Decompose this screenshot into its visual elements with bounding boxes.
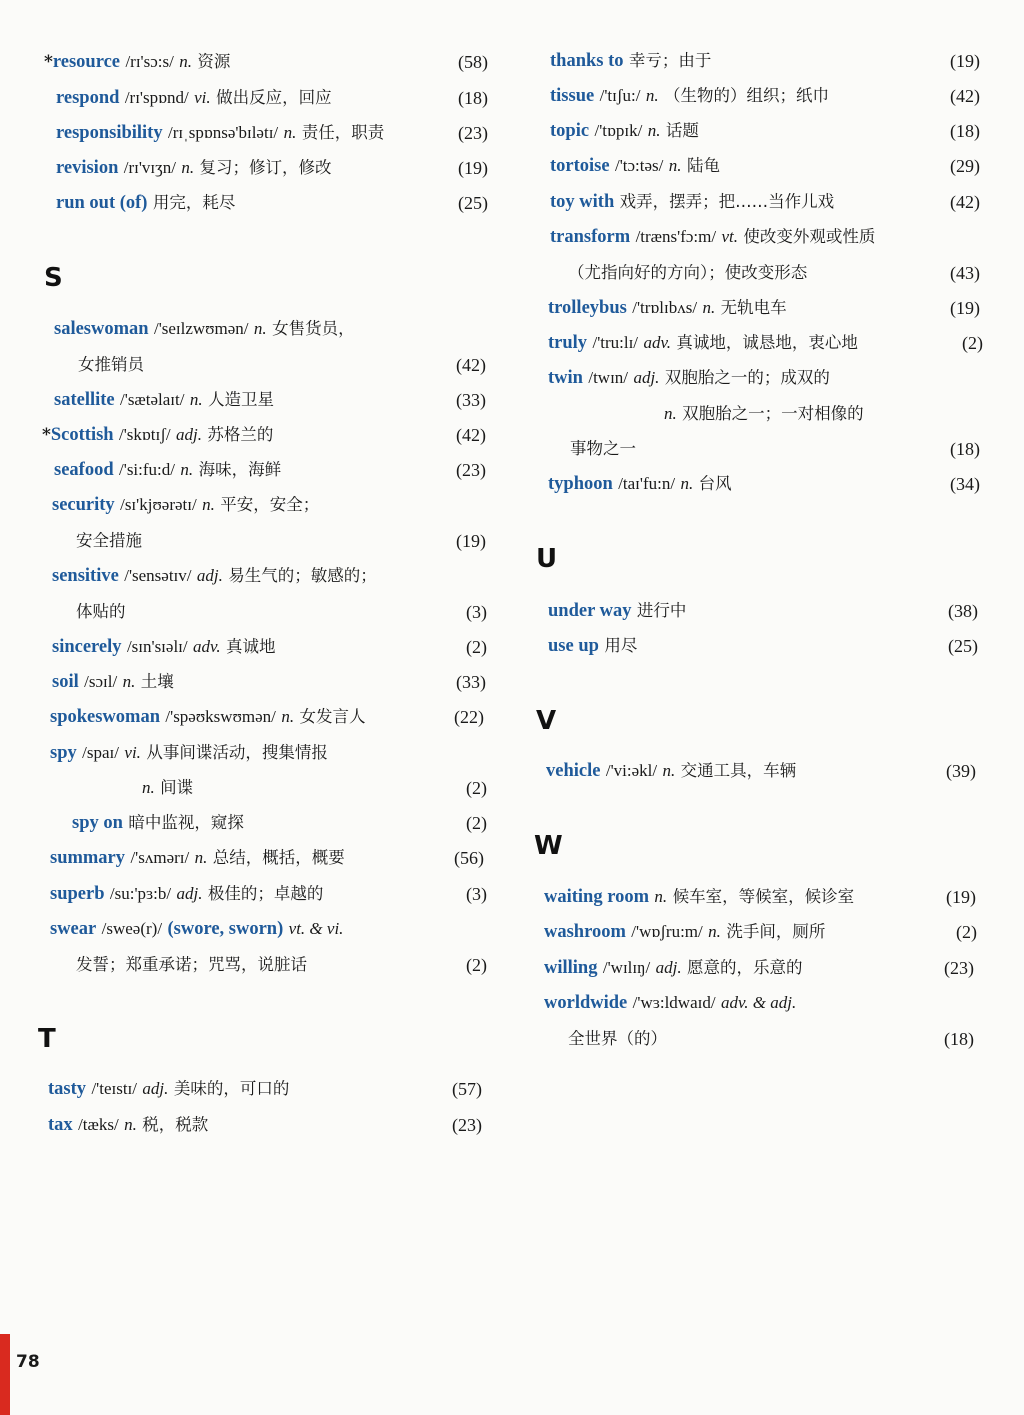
phonetic: /'trɒlɪbʌs/: [632, 298, 698, 317]
definition: 台风: [698, 474, 732, 493]
definition: 真诚地，诚恳地，衷心地: [676, 333, 858, 352]
unit-number: (2): [466, 637, 487, 657]
phonetic: /sɪ'kjʊərətɪ/: [120, 495, 197, 514]
part-of-speech: n.: [680, 474, 694, 493]
unit-number: (34): [950, 474, 980, 494]
part-of-speech: n.: [180, 460, 194, 479]
definition: 交通工具，车辆: [680, 761, 797, 780]
part-of-speech: n.: [253, 319, 267, 338]
unit-number: (3): [466, 884, 487, 904]
unit-number: (29): [950, 156, 980, 176]
phonetic: /træns'fɔ:m/: [635, 227, 717, 246]
entry-summary: [50, 847, 345, 869]
headword: tortoise: [550, 156, 610, 176]
entry-truly: [548, 332, 858, 354]
unit-number: (38): [948, 601, 978, 621]
part-of-speech: n.: [283, 123, 297, 142]
definition: 土壤: [140, 672, 174, 691]
definition: （生物的）组织；纸巾: [664, 86, 830, 105]
phonetic: /sɔɪl/: [84, 672, 118, 691]
phonetic: /'wɪlɪŋ/: [602, 958, 651, 977]
definition-continued: 事物之一: [570, 439, 636, 458]
entry-resource: [44, 51, 230, 73]
headword: tissue: [550, 86, 595, 106]
phonetic: /rɪ'spɒnd/: [124, 88, 189, 107]
unit-number: (23): [456, 460, 486, 480]
entry-waiting-room: [544, 886, 854, 908]
entry-tortoise: [550, 155, 720, 177]
unit-number: (22): [454, 707, 484, 727]
part-of-speech: adj.: [176, 425, 203, 444]
part-of-speech: n.: [645, 86, 659, 105]
part-of-speech: vi.: [194, 88, 211, 107]
headword: resource: [52, 52, 121, 72]
headword: run out (of): [56, 193, 148, 213]
unit-number: (42): [456, 425, 486, 445]
phonetic: /'si:fu:d/: [119, 460, 175, 479]
definition: 总结，概括，概要: [212, 848, 345, 867]
section-letter-w: W: [534, 831, 563, 861]
headword: trolleybus: [548, 298, 627, 318]
definition: 洗手间，厕所: [726, 922, 826, 941]
part-of-speech: vi.: [124, 743, 141, 762]
definition: 候车室，等候室，候诊室: [672, 887, 855, 906]
headword: summary: [50, 848, 126, 868]
entry-satellite: [54, 389, 274, 411]
unit-number: (58): [458, 52, 488, 72]
definition: 话题: [665, 121, 699, 140]
phonetic: /sɪn'sɪəlɪ/: [126, 637, 188, 656]
unit-number: (56): [454, 848, 484, 868]
headword: twin: [548, 368, 583, 388]
entry-under-way: [548, 600, 686, 622]
definition: 复习；修订，修改: [199, 158, 332, 177]
definition: 幸亏；由于: [628, 51, 712, 70]
entry-willing: [544, 957, 803, 979]
unit-number: (23): [944, 958, 974, 978]
headword: responsibility: [56, 123, 163, 143]
entry-tissue: [550, 85, 829, 107]
definition: 双胞胎之一的；成双的: [664, 368, 830, 387]
phonetic: /'sætəlaɪt/: [120, 390, 185, 409]
phonetic: /'vi:əkl/: [605, 761, 658, 780]
phonetic: /su:'pɜ:b/: [109, 884, 172, 903]
headword: under way: [548, 601, 632, 621]
part-of-speech: n.: [194, 848, 208, 867]
unit-number: (19): [456, 531, 486, 551]
entry-twin-noun: [664, 403, 864, 425]
headword: washroom: [544, 922, 626, 942]
headword: truly: [548, 333, 588, 353]
verb-forms: (swore, sworn): [167, 919, 284, 939]
entry-spy-on: [72, 812, 244, 834]
phonetic: /'tɒpɪk/: [594, 121, 643, 140]
headword: respond: [56, 88, 120, 108]
part-of-speech: n.: [142, 778, 155, 797]
entry-swear: [50, 918, 343, 940]
definition: 用完，耗尽: [152, 193, 236, 212]
headword: spy on: [72, 813, 123, 833]
headword: willing: [544, 958, 598, 978]
unit-number: (33): [456, 672, 486, 692]
headword: superb: [50, 884, 105, 904]
definition: 苏格兰的: [207, 425, 274, 444]
definition: 双胞胎之一；一对相像的: [682, 404, 864, 423]
headword: seafood: [54, 460, 114, 480]
definition: 资源: [197, 52, 231, 71]
entry-toy-with: [550, 191, 834, 213]
unit-number: (18): [458, 88, 488, 108]
phonetic: /'tɪʃu:/: [599, 86, 641, 105]
unit-number: (23): [458, 123, 488, 143]
entry-topic: [550, 120, 699, 142]
part-of-speech: n.: [662, 761, 676, 780]
part-of-speech: adj.: [142, 1079, 169, 1098]
headword: use up: [548, 636, 599, 656]
headword: vehicle: [546, 761, 601, 781]
phonetic: /'tɔ:təs/: [615, 156, 664, 175]
phonetic: /'teɪstɪ/: [91, 1079, 138, 1098]
definition: 全世界（的）: [568, 1029, 667, 1048]
definition: 戏弄，摆弄；把……当作儿戏: [619, 192, 835, 211]
headword: saleswoman: [54, 319, 149, 339]
unit-number: (2): [466, 813, 487, 833]
entry-scottish: [42, 424, 273, 446]
headword: revision: [56, 158, 119, 178]
section-letter-v: V: [536, 706, 557, 736]
headword: toy with: [550, 192, 615, 212]
entry-spy: [50, 742, 328, 764]
unit-number: (33): [456, 390, 486, 410]
definition: 做出反应，回应: [216, 88, 332, 107]
part-of-speech: n.: [181, 158, 195, 177]
definition: 极佳的；卓越的: [207, 884, 324, 903]
phonetic: /'tru:lɪ/: [592, 333, 639, 352]
entry-vehicle: [546, 760, 796, 782]
entry-respond: [56, 87, 332, 109]
part-of-speech: adj.: [633, 368, 660, 387]
star-mark: *: [42, 425, 51, 445]
entry-trolleybus: [548, 297, 787, 319]
part-of-speech: n.: [124, 1115, 137, 1134]
unit-number: (57): [452, 1079, 482, 1099]
unit-number: (19): [950, 51, 980, 71]
definition: 用尽: [604, 636, 638, 655]
part-of-speech: n.: [654, 887, 668, 906]
unit-number: (43): [950, 263, 980, 283]
entry-washroom: [544, 921, 825, 943]
headword: swear: [50, 919, 97, 939]
headword: sincerely: [52, 637, 122, 657]
entry-tasty: [48, 1078, 289, 1100]
phonetic: /'sensətɪv/: [124, 566, 192, 585]
phonetic: /tæks/: [78, 1115, 119, 1134]
definition: 女发言人: [299, 707, 366, 726]
headword: sensitive: [52, 566, 119, 586]
definition: 陆龟: [686, 156, 720, 175]
definition: 进行中: [636, 601, 687, 620]
part-of-speech: n.: [281, 707, 295, 726]
unit-number: (25): [458, 193, 488, 213]
definition-continued: 女推销员: [78, 355, 144, 374]
headword: worldwide: [544, 993, 628, 1013]
section-letter-t: T: [38, 1024, 56, 1054]
entry-tax: [48, 1114, 208, 1136]
phonetic: /sweə(r)/: [101, 919, 163, 938]
entry-use-up: [548, 635, 637, 657]
headword: thanks to: [550, 51, 624, 71]
section-letter-u: U: [536, 544, 558, 574]
headword: tasty: [48, 1079, 87, 1099]
definition: 人造卫星: [208, 390, 275, 409]
definition: 海味，海鲜: [198, 460, 282, 479]
unit-number: (18): [944, 1029, 974, 1049]
headword: topic: [550, 121, 590, 141]
unit-number: (19): [950, 298, 980, 318]
phonetic: /'wɜ:ldwaɪd/: [632, 993, 716, 1012]
part-of-speech: n.: [668, 156, 682, 175]
part-of-speech: n.: [122, 672, 136, 691]
phonetic: /rɪ'vɪʒn/: [123, 158, 176, 177]
headword: satellite: [54, 390, 115, 410]
entry-transform: [550, 226, 875, 248]
entry-saleswoman: [54, 318, 355, 340]
star-mark: *: [44, 52, 53, 72]
entry-spokeswoman: [50, 706, 365, 728]
entry-spy-noun: [142, 777, 193, 799]
part-of-speech: n.: [708, 922, 721, 941]
definition-continued: 安全措施: [76, 531, 142, 550]
unit-number: (2): [466, 955, 487, 975]
phonetic: /taɪ'fu:n/: [618, 474, 676, 493]
unit-number: (39): [946, 761, 976, 781]
unit-number: (19): [946, 887, 976, 907]
headword: soil: [52, 672, 79, 692]
part-of-speech: adv. & adj.: [720, 993, 797, 1012]
entry-run-out: [56, 192, 235, 214]
headword: transform: [550, 227, 631, 247]
definition-continued: 体贴的: [76, 602, 126, 621]
phonetic: /spaɪ/: [82, 743, 119, 762]
entry-soil: [52, 671, 174, 693]
definition: 女售货员，: [272, 319, 355, 338]
entry-superb: [50, 883, 323, 905]
unit-number: (3): [466, 602, 487, 622]
phonetic: /'seɪlzwʊmən/: [153, 319, 249, 338]
unit-number: (2): [956, 922, 977, 942]
definition: 平安，安全；: [220, 495, 320, 514]
entry-twin: [548, 367, 830, 389]
part-of-speech: n.: [647, 121, 661, 140]
entry-seafood: [54, 459, 281, 481]
headword: spokeswoman: [50, 707, 160, 727]
unit-number: (2): [962, 333, 983, 353]
definition: 美味的，可口的: [173, 1079, 290, 1098]
definition: 使改变外观或性质: [743, 227, 876, 246]
part-of-speech: adv.: [193, 637, 221, 656]
definition: 愿意的，乐意的: [687, 958, 803, 977]
entry-sensitive: [52, 565, 377, 587]
unit-number: (25): [948, 636, 978, 656]
unit-number: (18): [950, 121, 980, 141]
entry-security: [52, 494, 319, 516]
entry-revision: [56, 157, 332, 179]
unit-number: (18): [950, 439, 980, 459]
part-of-speech: adj.: [176, 884, 203, 903]
part-of-speech: n.: [179, 52, 192, 71]
definition: 发誓；郑重承诺；咒骂，说脏话: [76, 955, 307, 974]
page-number: 78: [16, 1352, 40, 1372]
headword: typhoon: [548, 474, 613, 494]
definition: 责任，职责: [301, 123, 385, 142]
definition: 间谍: [160, 778, 194, 797]
headword: spy: [50, 743, 77, 763]
page-edge-bar: [0, 1334, 10, 1415]
section-letter-s: S: [44, 263, 63, 293]
definition: 真诚地: [225, 637, 276, 656]
phonetic: /'sʌmərɪ/: [130, 848, 190, 867]
definition: 税，税款: [142, 1115, 209, 1134]
unit-number: (19): [458, 158, 488, 178]
part-of-speech: vt.: [721, 227, 739, 246]
part-of-speech: n.: [702, 298, 716, 317]
headword: tax: [48, 1115, 73, 1135]
unit-number: (23): [452, 1115, 482, 1135]
definition: 易生气的；敏感的；: [228, 566, 377, 585]
entry-worldwide: [544, 992, 796, 1014]
entry-sincerely: [52, 636, 275, 658]
part-of-speech: n.: [189, 390, 203, 409]
phonetic: /twɪn/: [588, 368, 629, 387]
phonetic: /'skɒtɪʃ/: [119, 425, 171, 444]
definition: 从事间谍活动，搜集情报: [146, 743, 328, 762]
entry-responsibility: [56, 122, 384, 144]
phonetic: /rɪˌspɒnsə'bɪlətɪ/: [167, 123, 279, 142]
phonetic: /'spəʊkswʊmən/: [165, 707, 276, 726]
entry-thanks-to: [550, 50, 711, 72]
headword: waiting room: [544, 887, 650, 907]
part-of-speech: adv.: [643, 333, 671, 352]
phonetic: /rɪ'sɔ:s/: [125, 52, 174, 71]
part-of-speech: vt. & vi.: [288, 919, 344, 938]
headword: security: [52, 495, 115, 515]
unit-number: (42): [950, 86, 980, 106]
part-of-speech: n.: [202, 495, 215, 514]
part-of-speech: n.: [664, 404, 677, 423]
headword: Scottish: [50, 425, 114, 445]
part-of-speech: adj.: [196, 566, 223, 585]
unit-number: (42): [950, 192, 980, 212]
phonetic: /'wɒʃru:m/: [631, 922, 703, 941]
definition: 无轨电车: [720, 298, 787, 317]
entry-typhoon: [548, 473, 732, 495]
definition: 暗中监视，窥探: [128, 813, 244, 832]
unit-number: (2): [466, 778, 487, 798]
unit-number: (42): [456, 355, 486, 375]
part-of-speech: adj.: [655, 958, 682, 977]
definition-continued: （尤指向好的方向）；使改变形态: [568, 263, 808, 282]
